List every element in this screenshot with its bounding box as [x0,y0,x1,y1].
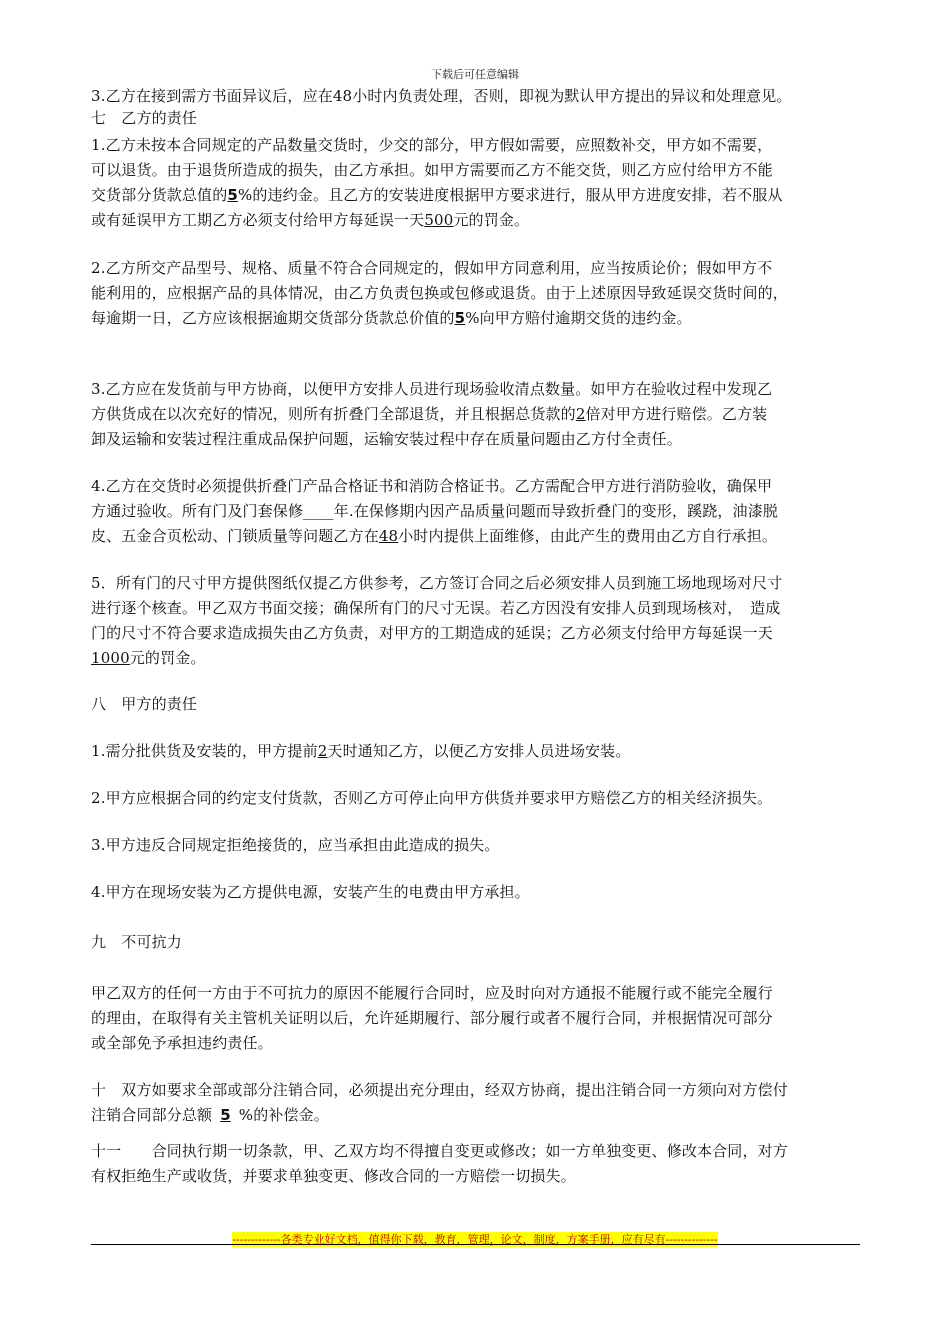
section-9-line-2: 的理由，在取得有关主管机关证明以后，允许延期履行、部分履行或者不履行合同，并根据情况可部分 [91,1009,773,1027]
text-span: 年.在保修期内因产品质量问题而导致折叠门的变形，蹊跷，油漆脱 [333,502,778,520]
section-11-line-2: 有权拒绝生产或收货，并要求单独变更、修改合同的一方赔偿一切损失。 [91,1167,576,1185]
footer-text: -------------各类专业好文档，值得你下载，教育，管理，论文，制度，方案手册，应有尽有-------------- [232,1233,718,1246]
clause-8-3: 3.甲方违反合同规定拒绝接货的，应当承担由此造成的损失。 [91,836,500,854]
text-span: 倍对甲方进行赔偿。乙方装 [585,405,768,423]
text-span: 元的罚金。 [453,211,530,229]
text-span: %向甲方赔付逾期交货的违约金。 [465,309,692,327]
section-9-line-1: 甲乙双方的任何一方由于不可抗力的原因不能履行合同时，应及时向对方通报不能履行或不能完全履行 [91,984,773,1002]
text-span: %的补偿金。 [238,1106,329,1124]
clause-7-3-line-3: 卸及运输和安装过程注重成品保护问题，运输安装过程中存在质量问题由乙方付全责任。 [91,430,682,448]
text-span: 1.需分批供货及安装的，甲方提前 [91,742,318,760]
clause-7-5-line-2: 进行逐个核查。甲乙双方书面交接；确保所有门的尺寸无误。若乙方因没有安排人员到现场核对， 造成 [91,599,781,617]
clause-7-2-line-2: 能利用的，应根据产品的具体情况，由乙方负责包换或包修或退货。由于上述原因导致延误交货时间的， [91,284,788,302]
clause-7-1-line-4 [91,210,529,230]
text-span: 每逾期一日，乙方应该根据逾期交货部分货款总价值的 [91,309,455,327]
text-span: 注销合同部分总额 [91,1106,213,1124]
clause-7-5-line-1: 5．所有门的尺寸甲方提供图纸仅提乙方供参考，乙方签订合同之后必须安排人员到施工场地现场对尺寸 [91,574,783,592]
text-span: 交货部分货款总值的 [91,186,228,204]
section-7-heading: 七 乙方的责任 [91,109,198,127]
clause-7-1-line-1: 1.乙方未按本合同规定的产品数量交货时，少交的部分，甲方假如需要，应照数补交，甲方如不需要， [91,136,773,154]
clause-7-3-line-1: 3.乙方应在发货前与甲方协商，以便甲方安排人员进行现场验收清点数量。如甲方在验收过程中发现乙 [91,380,773,398]
repair-hours: 48 [378,527,399,545]
clause-7-2-line-3 [91,308,692,328]
clause-7-intro-3: 3.乙方在接到需方书面异议后，应在48小时内负责处理，否则，即视为默认甲方提出的异议和处理意见。 [91,87,792,105]
clause-7-5-line-3: 门的尺寸不符合要求造成损失由乙方负责，对甲方的工期造成的延误；乙方必须支付给甲方每延误一天 [91,624,773,642]
section-9-heading: 九 不可抗力 [91,933,182,951]
page-header: 下载后可任意编辑 [431,68,519,81]
clause-7-4-line-3 [91,526,777,546]
clause-8-4: 4.甲方在现场安装为乙方提供电源，安装产生的电费由甲方承担。 [91,883,530,901]
section-11-line-1: 十一 合同执行期一切条款，甲、乙双方均不得擅自变更或修改；如一方单独变更、修改本合同，对方 [91,1142,788,1160]
text-span: %的违约金。且乙方的安装进度根据甲方要求进行，服从甲方进度安排，若不服从 [237,186,783,204]
section-10-line-1: 十 双方如要求全部或部分注销合同，必须提出充分理由，经双方协商，提出注销合同一方须向对方偿付 [91,1081,788,1099]
clause-7-5-line-4 [91,648,206,668]
text-span: 皮、五金合页松动、门锁质量等问题乙方在 [91,527,379,545]
late-rate: 5 [454,309,466,327]
daily-fine: 500 [424,211,454,229]
clause-7-4-line-2 [91,501,778,521]
clause-7-2-line-1: 2.乙方所交产品型号、规格、质量不符合合同规定的，假如甲方同意利用，应当按质论价；假如甲方不 [91,259,773,277]
clause-7-1-line-2: 可以退货。由于退货所造成的损失，由乙方承担。如甲方需要而乙方不能交货，则乙方应付给甲方不能 [91,161,773,179]
clause-7-4-line-1: 4.乙方在交货时必须提供折叠门产品合格证书和消防合格证书。乙方需配合甲方进行消防验收，确保甲 [91,477,773,495]
clause-7-1-line-3 [91,185,783,205]
text-span: 天时通知乙方，以便乙方安排人员进场安装。 [327,742,631,760]
text-span: 或有延误甲方工期乙方必须支付给甲方每延误一天 [91,211,425,229]
delay-fine: 1000 [91,649,130,667]
section-10-line-2 [91,1105,329,1125]
compensation-multiple: 2 [575,405,586,423]
clause-8-1 [91,741,630,761]
section-8-heading: 八 甲方的责任 [91,695,198,713]
penalty-rate: 5 [227,186,238,204]
clause-7-3-line-2 [91,404,767,424]
clause-8-2: 2.甲方应根据合同的约定支付货款，否则乙方可停止向甲方供货并要求甲方赔偿乙方的相关经济损失。 [91,789,773,807]
text-span: 小时内提供上面维修，由此产生的费用由乙方自行承担。 [398,527,778,545]
notice-days: 2 [317,742,328,760]
warranty-years-blank: ____ [303,502,334,520]
text-span: 方供货成在以次充好的情况，则所有折叠门全部退货，并且根据总货款的 [91,405,576,423]
footer-divider [91,1244,860,1245]
compensation-rate: 5 [220,1106,231,1124]
section-9-line-3: 或全部免予承担违约责任。 [91,1034,273,1052]
text-span: 方通过验收。所有门及门套保修 [91,502,304,520]
text-span: 元的罚金。 [129,649,206,667]
